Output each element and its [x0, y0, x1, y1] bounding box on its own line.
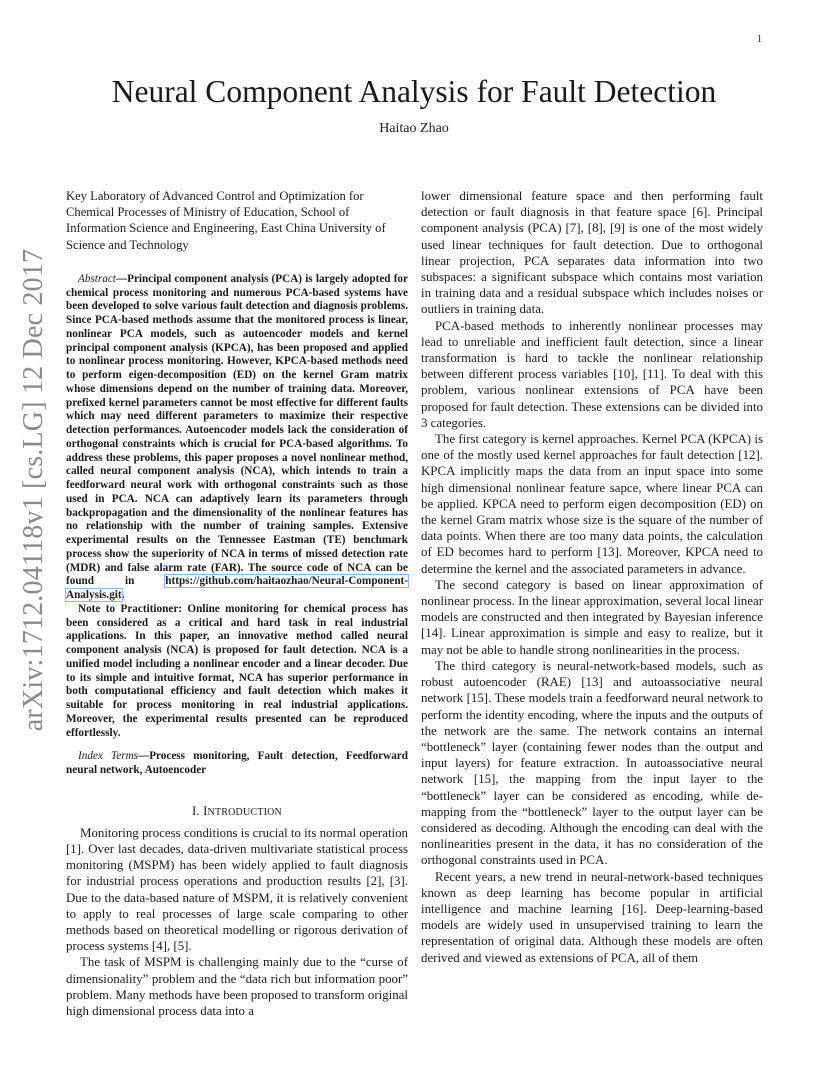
- source-code-link[interactable]: https://github.com/haitaozhao/Neural-Component-Analysis.git: [66, 575, 408, 602]
- arxiv-sidebar-identifier: [14, 248, 54, 732]
- body-paragraph: The third category is neural-network-based models, such as robust autoencoder (RAE) [13] and autoassociative neural network [15]. These models train a feedforward neural network to perform the identity encoding, where the inputs and the outputs of the network are the same. The network contains an internal “bottleneck” layer (containing fewer nodes than the output and input layers) for feature extraction. In autoassociative neural network [15], the mapping from the input layer to the “bottleneck” layer can be considered as encoding, while de-mapping from the “bottleneck” layer to the output layer can be considered as decoding. Although the encoding can deal with the nonlinearities present in the data, it has no consideration of the orthogonal constraints used in PCA.: [421, 658, 763, 868]
- body-paragraph: Monitoring process conditions is crucial to its normal operation [1]. Over last decades, data-driven multivariate statistical process monitoring (MSPM) has been widely applied to fault diagnosis for industrial process operations and production results [2], [3]. Due to the data-based nature of MSPM, it is relatively convenient to apply to real processes of large scale comparing to other methods based on theoretical modelling or rigorous derivation of process systems [4], [5].: [66, 825, 408, 954]
- abstract-text: —Principal component analysis (PCA) is largely adopted for chemical process monitoring and numerous PCA-based systems have been developed to solve various fault detection and diagnosis problems. Since PCA-based methods assume that the monitored process is linear, nonlinear PCA models, such as autoencoder models and kernel principal component analysis (KPCA), has been proposed and applied to nonlinear process monitoring. However, KPCA-based methods need to perform eigen-decomposition (ED) on the kernel Gram matrix whose dimensions depend on the number of training data. Moreover, prefixed kernel parameters cannot be most effective for different faults which may need different parameters to maximize their respective detection performances. Autoencoder models lack the consideration of orthogonal constraints which is crucial for PCA-based algorithms. To address these problems, this paper proposes a novel nonlinear method, called neural component analysis (NCA), which intends to train a feedforward neural work with orthogonal constraints such as those used in PCA. NCA can adaptively learn its parameters through backpropagation and the dimensionality of the nonlinear features has no relationship with the number of training samples. Extensive experimental results on the Tennessee Eastman (TE) benchmark process show the superiority of NCA in terms of missed detection rate (MDR) and false alarm rate (FAR). The source code of NCA can be found in: [66, 272, 408, 588]
- arxiv-id-text: arXiv:1712.04118v1 [cs.LG] 12 Dec 2017: [18, 248, 49, 732]
- paper-title: Neural Component Analysis for Fault Detection: [111, 74, 717, 109]
- body-paragraph: The task of MSPM is challenging mainly due to the “curse of dimensionality” problem and the “data rich but information poor” problem. Many methods have been proposed to transform original high dimensional process data into a: [66, 955, 408, 1019]
- author-name: Haitao Zhao: [379, 121, 449, 136]
- body-paragraph: PCA-based methods to inherently nonlinear processes may lead to unreliable and inefficient fault detection, since a linear transformation is hard to tackle the nonlinear relationship between different process variables [10], [11]. To deal with this problem, various nonlinear extensions of PCA have been proposed for fault detection. These extensions can be divided into 3 categories.: [421, 318, 763, 430]
- left-column: [66, 188, 408, 1019]
- body-paragraph: lower dimensional feature space and then performing fault detection or fault diagnosis in that feature space [6]. Principal component analysis (PCA) [7], [8], [9] is one of the most widely used linear techniques for fault detection. Due to orthogonal linear projection, PCA separates data information into two subspaces: a significant subspace which contains most variation in training data and a residual subspace which includes noises or outliers in training data.: [421, 189, 763, 317]
- body-paragraph: The second category is based on linear approximation of nonlinear process. In the linear approximation, several local linear models are constructed and then integrated by Bayesian inference [14]. Linear approximation is simple and easy to realize, but it may not be able to handle strong nonlinearities in the process.: [421, 577, 763, 657]
- index-terms-text: —Process monitoring, Fault detection, Feedforward neural network, Autoencoder: [66, 750, 408, 777]
- note-to-practitioner: Note to Practitioner: Online monitoring for chemical process has been considered as a critical and hard task in real industrial applications. In this paper, an innovative method called neural component analysis (NCA) is proposed for fault detection. NCA is a unified model including a nonlinear encoder and a linear decoder. Due to its simple and intuitive format, NCA has superior performance in both computational efficiency and fault detection which makes it suitable for process monitoring in real industrial applications. Moreover, the experimental results presented can be reproduced effortlessly.: [66, 602, 408, 739]
- right-column: [421, 188, 763, 966]
- body-paragraph: The first category is kernel approaches. Kernel PCA (KPCA) is one of the mostly used kernel approaches for fault detection [12]. KPCA implicitly maps the data from an input space into some high dimensional nonlinear feature sapce, where linear PCA can be applied. KPCA need to perform eigen decomposition (ED) on the kernel Gram matrix whose size is the square of the number of data points. When there are too many data points, the calculation of ED becomes hard to perform [13]. Moreover, KPCA need to determine the kernel and the associated parameters in advance.: [421, 432, 763, 576]
- index-terms: [66, 750, 408, 778]
- section-heading-introduction: I. INTRODUCTION: [192, 803, 282, 818]
- page-number: 1: [757, 34, 762, 45]
- index-terms-label: Index Terms: [78, 750, 138, 763]
- abstract-end: .: [121, 589, 125, 602]
- affiliation: Key Laboratory of Advanced Control and Optimization for Chemical Processes of Ministry of Education, School of Information Science and Engineering, East China University of Science and Technology: [66, 189, 386, 252]
- abstract: [66, 273, 408, 603]
- body-paragraph: Recent years, a new trend in neural-network-based techniques known as deep learning has become popular in artificial intelligence and machine learning [16]. Deep-learning-based models are widely used in unsupervised training to learn the representation of original data. Although these models are often derived and viewed as extensions of PCA, all of them: [421, 869, 763, 965]
- abstract-label: Abstract: [78, 272, 116, 285]
